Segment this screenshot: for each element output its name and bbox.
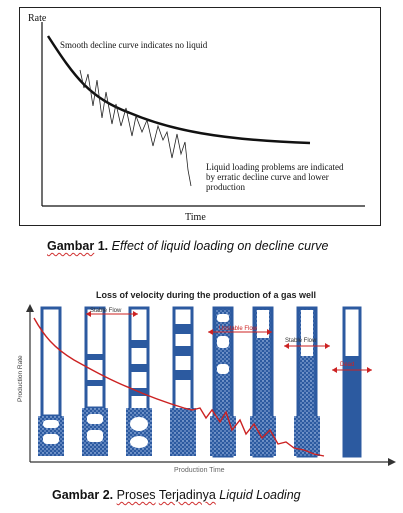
well-tube-4	[170, 308, 196, 456]
figure-2-title: Loss of velocity during the production of a gas well	[95, 290, 317, 300]
caption-2-italic-text: Liquid Loading	[219, 488, 301, 502]
well-tube-2	[82, 308, 108, 456]
well-tube-8-dead	[344, 308, 360, 456]
caption-2-prefix: Gambar	[52, 488, 100, 502]
smooth-decline-curve	[48, 36, 310, 143]
y-axis-arrowhead-icon	[26, 304, 34, 312]
smooth-curve-annotation: Smooth decline curve indicates no liquid	[60, 40, 208, 50]
gas-well-velocity-figure	[14, 284, 399, 474]
caption-1-prefix: Gambar	[47, 239, 95, 253]
x-axis-arrowhead-icon	[388, 458, 396, 466]
unstable-flow-label: Unstable Flow	[219, 326, 258, 332]
y-axis-label: Rate	[28, 13, 47, 24]
stable-flow-label-1: Stable Flow	[90, 308, 122, 314]
dead-label: Dead	[340, 362, 355, 368]
caption-figure-2	[52, 488, 301, 502]
fig2-x-axis-label: Production Time	[174, 467, 225, 474]
liquid-loading-annotation-line-3: production	[206, 182, 245, 192]
decline-curve-svg	[20, 8, 382, 227]
caption-1-text: Effect of liquid loading on decline curve	[111, 239, 329, 253]
caption-2-number: 2.	[102, 488, 114, 502]
decline-curve-figure	[19, 7, 381, 226]
caption-2-word-proses: Proses	[116, 488, 156, 502]
caption-2-word-terjadinya: Terjadinya	[158, 488, 216, 502]
fig2-y-axis-label: Production Rate	[17, 355, 24, 402]
x-axis-label: Time	[185, 212, 206, 223]
liquid-loading-annotation-line-2: by erratic decline curve and lower	[206, 172, 329, 182]
stable-flow-label-2: Stable Flow	[285, 338, 317, 344]
liquid-loading-annotation-line-1: Liquid loading problems are indicated	[206, 162, 344, 172]
caption-figure-1	[47, 239, 328, 253]
well-tube-7	[294, 308, 320, 456]
caption-1-number: 1.	[97, 239, 109, 253]
well-tube-3	[126, 308, 152, 456]
